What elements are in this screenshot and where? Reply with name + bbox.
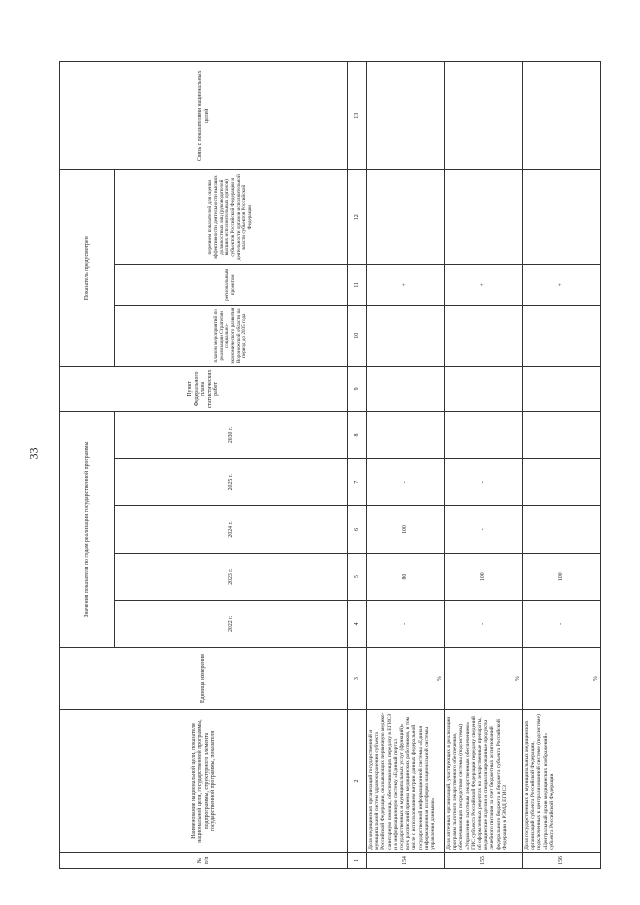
header-national-goal: Связь с показателями национальных целей (60, 62, 348, 171)
row-value: 100 (445, 553, 523, 600)
column-number: 1 (348, 852, 367, 868)
column-number: 13 (348, 62, 367, 171)
header-num: № п/п (60, 852, 348, 868)
row-national-goal (523, 62, 601, 171)
row-value: - (445, 506, 523, 553)
table-row (445, 62, 523, 869)
row-name: Доля медицинских организаций государственной и муниципальной систем здравоохранения субъекта Российской Федерации, оказывающих первичную медико-санитарную помощь, обеспечивающих передачу в ЕГИСЗ и в информационную систему «Единый портал государственных и муниципальных услуг (функций)» всех расписаний приема медицинских работников, в том числе с использованием витрин данных федеральной государственной информационной системы «Единая информационная платформа национальной системы управления данными» (367, 710, 445, 853)
row-name: Доля государственных и муниципальных медицинских организаций субъекта Российской Федерации, подключенных к централизованной системе (подсистеме) «Центральный архив медицинских изображений» субъекта Российской Федерации (523, 710, 601, 853)
header-year: 2023 г. (115, 553, 348, 600)
header-values-group: Значения показателя по годам реализации государственной программы (60, 411, 115, 647)
row-value: 80 (367, 553, 445, 600)
row-value: 100 (523, 553, 601, 600)
header-year: 2025 г. (115, 459, 348, 506)
row-value: 100 (367, 506, 445, 553)
row-national-goal (367, 62, 445, 171)
row-unit: % (523, 647, 601, 709)
table-row (523, 62, 601, 869)
row-strategy (445, 305, 523, 366)
column-number: 5 (348, 553, 367, 600)
row-num: 155 (445, 852, 523, 868)
column-number: 2 (348, 710, 367, 853)
row-value: - (445, 459, 523, 506)
header-name: Наименование национальной цели, показателя национальной цели, государственной программы, подпрограммы, структурного элемента государственной программы, показателя (60, 710, 348, 853)
row-strategy (523, 305, 601, 366)
column-number: 10 (348, 305, 367, 366)
column-number: 3 (348, 647, 367, 709)
row-value: - (367, 459, 445, 506)
column-number: 9 (348, 366, 367, 411)
row-value (523, 506, 601, 553)
column-number: 7 (348, 459, 367, 506)
header-year: 2030 г. (115, 411, 348, 458)
row-efficiency (445, 170, 523, 264)
row-value (523, 411, 601, 458)
row-strategy (367, 305, 445, 366)
column-number: 11 (348, 264, 367, 305)
row-fed-stat (367, 366, 445, 411)
header-unit: Единица измерения (60, 647, 348, 709)
row-fed-stat (523, 366, 601, 411)
column-number: 4 (348, 600, 367, 647)
header-regional-project: региональным проектом (115, 264, 348, 305)
row-efficiency (367, 170, 445, 264)
header-efficiency: перечнем показателей для оценки эффективности деятельности высших должностных лиц (руководителей высших исполнительных органов) субъектов Российской Федерации и деятельности органов исполнительной власти субъектов Российской Федерации (115, 170, 348, 264)
row-value: - (367, 600, 445, 647)
header-year: 2022 г. (115, 600, 348, 647)
table-row (367, 62, 445, 869)
row-unit: % (445, 647, 523, 709)
page-number: 33 (26, 447, 41, 460)
column-number: 12 (348, 170, 367, 264)
row-num: 154 (367, 852, 445, 868)
row-national-goal (445, 62, 523, 171)
row-fed-stat (445, 366, 523, 411)
row-unit: % (367, 647, 445, 709)
row-regional-project: + (367, 264, 445, 305)
rotated-table-wrapper (59, 61, 601, 869)
row-regional-project: + (523, 264, 601, 305)
row-value (367, 411, 445, 458)
header-strategy: планом мероприятий по реализации Стратегии социально-экономического развития Воронежской области на период до 2035 года (115, 305, 348, 366)
column-number: 8 (348, 411, 367, 458)
row-value: - (445, 600, 523, 647)
row-name: Доля аптечных организаций, участвующих в реализации программ льготного лекарственного обеспечения, обеспечивающих посредством системы (подсистемы) «Управление льготным лекарственным обеспечением» ГИС субъекта Российской Федерации передачу сведений об оформленных рецептах на лекарственные препараты, медицинские изделия и специализированные продукты лечебного питания за счет бюджетных ассигнований федерального бюджета и бюджета субъекта Российской Федерации в РЭМД ЕГИСЗ (445, 710, 523, 853)
row-efficiency (523, 170, 601, 264)
header-fed-stat: Пункт Федерального плана статистических работ (60, 366, 348, 411)
column-number-row (348, 62, 367, 869)
row-value (523, 459, 601, 506)
indicators-table (59, 61, 601, 869)
header-year: 2024 г. (115, 506, 348, 553)
row-value (445, 411, 523, 458)
row-regional-project: + (445, 264, 523, 305)
column-number: 6 (348, 506, 367, 553)
header-indicator-group: Показатель предусмотрен (60, 170, 115, 366)
row-num: 156 (523, 852, 601, 868)
row-value: - (523, 600, 601, 647)
